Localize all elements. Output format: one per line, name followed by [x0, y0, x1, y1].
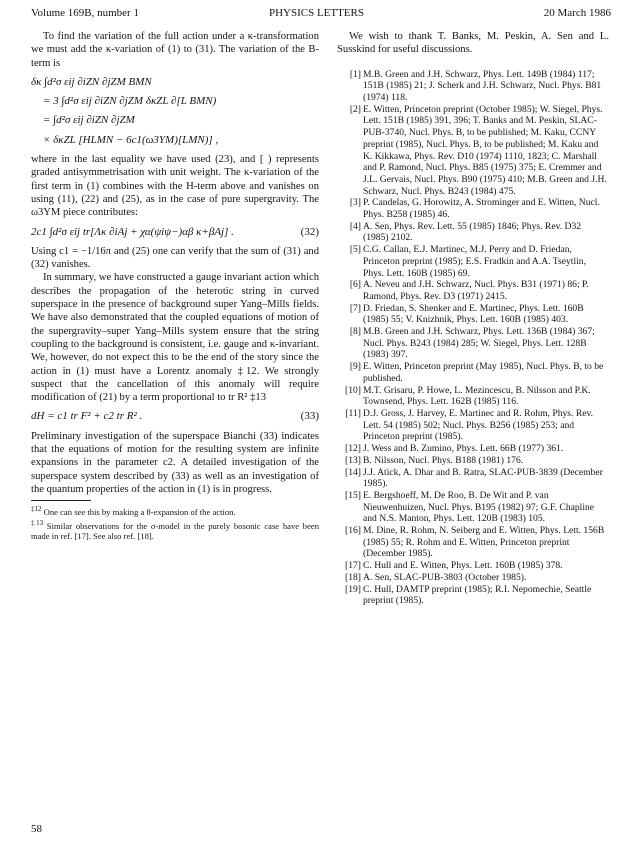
paragraph-kappa-variation: To find the variation of the full action under a κ-transformation we must add the κ-variation of (1) to (31). The variation of the B-term is: [31, 31, 319, 69]
reference-text: P. Candelas, G. Horowitz, A. Strominger and E. Witten, Nucl. Phys. B258 (1985) 46.: [363, 197, 600, 221]
reference-number: [19]: [345, 583, 361, 595]
reference-number: [6]: [349, 279, 361, 291]
equation-b-term: δκ ∫d²σ εij ∂iZN ∂jZM BMN: [31, 75, 152, 88]
reference-text: E. Witten, Princeton preprint (May 1985), Nucl. Phys. B, to be published.: [363, 361, 604, 384]
reference-item: [337, 572, 609, 584]
reference-item: [337, 197, 609, 220]
reference-text: A. Sen, SLAC-PUB-3803 (October 1985).: [363, 571, 527, 583]
reference-item: [337, 361, 609, 384]
page-number: 58: [31, 823, 42, 835]
reference-number: [10]: [345, 384, 361, 396]
right-column: [337, 30, 609, 607]
acknowledgements: We wish to thank T. Banks, M. Peskin, A. Sen and L. Susskind for useful discussions.: [337, 31, 609, 56]
paragraph-summary: In summary, we have constructed a gauge invariant action which describes the propagation of the heterotic string in curved superspace in the presence of background super Yang–Mills fields. We have also demonstrated that the coupled equations of motion of the supergravity–super Yang–Mills system ensure that the string coupling to the background is consistent, i.e. gauge and κ-invariant. We, however, do not expect this to be the end of the story since the action in (1) must have a Lorentz anomaly ‡12. We strongly suspect that the cancellation of this anomaly will require modification of (21) by a term proportional to tr R² ‡13: [31, 272, 319, 404]
equation-32-body: 2c1 ∫d²σ εij tr[Λκ ∂iAj + χα(ψiψ−)αβ κ+βAj] .: [31, 225, 234, 238]
footnote-12-text: One can see this by making a θ-expansion of the action.: [43, 507, 236, 518]
equation-32: [31, 226, 319, 239]
reference-number: [12]: [345, 443, 361, 455]
reference-item: [337, 408, 609, 443]
reference-item: [337, 326, 609, 361]
journal-name: PHYSICS LETTERS: [268, 7, 365, 19]
reference-text: C. Hull and E. Witten, Phys. Lett. 160B (1985) 378.: [363, 560, 563, 572]
equation-b-term-step2: = ∫d²σ εij ∂iZN ∂jZM: [43, 114, 135, 127]
reference-text: C. Hull, DAMTP preprint (1985); R.I. Nepomechie, Seattle preprint (1985).: [363, 583, 592, 607]
reference-text: D.J. Gross, J. Harvey, E. Martinec and R. Rohm, Phys. Rev. Lett. 54 (1985) 502; Nucl. Phys. B256 (1985) 253; and Princeton preprint (1985).: [363, 407, 594, 443]
reference-item: [337, 455, 609, 467]
equation-33-number: (33): [300, 410, 319, 423]
reference-text: D. Friedan, S. Shenker and E. Martinec, Phys. Lett. 160B (1985) 55; V. Knizhnik, Phys. Lett. 160B (1985) 403.: [363, 302, 584, 326]
paragraph-bianchi: Preliminary investigation of the superspace Bianchi (33) indicates that the equations of motion for the resulting system are infinite expansions in the parameter c2. A detailed investigation of the superspace system described by (33) as well as an investigation of the quantum properties of the action in (1) is in progress.: [31, 430, 319, 495]
reference-text: J. Wess and B. Zumino, Phys. Lett. 66B (1977) 361.: [363, 443, 564, 455]
footnote-12: [31, 504, 319, 517]
reference-item: [337, 69, 609, 104]
reference-item: [337, 525, 609, 560]
reference-item: [337, 490, 609, 525]
reference-list: [337, 69, 609, 607]
equation-b-term-step1: = 3 ∫d²σ εij ∂iZN ∂jZM δκZL ∂[L BMN): [43, 95, 217, 108]
reference-number: [3]: [349, 197, 361, 209]
reference-item: [337, 244, 609, 279]
reference-number: [2]: [349, 103, 361, 115]
equation-b-term-step3: × δκZL [HLMN − 6c1(ω3YM)[LMN)] ,: [43, 133, 219, 146]
reference-number: [1]: [349, 68, 361, 80]
reference-number: [15]: [345, 489, 361, 501]
reference-text: A. Sen, Phys. Rev. Lett. 55 (1985) 1846; Phys. Rev. D32 (1985) 2102.: [363, 220, 582, 244]
reference-number: [4]: [349, 220, 361, 232]
reference-number: [16]: [345, 525, 361, 537]
reference-number: [8]: [349, 326, 361, 338]
equation-33: [31, 410, 319, 423]
reference-item: [337, 443, 609, 455]
issue-date: 20 March 1986: [543, 7, 611, 19]
reference-number: [14]: [345, 466, 361, 478]
reference-number: [17]: [345, 560, 361, 572]
footnote-divider: [31, 500, 91, 501]
reference-number: [18]: [345, 571, 361, 583]
footnote-13-mark: ‡13: [31, 518, 44, 527]
reference-text: E. Witten, Princeton preprint (October 1985); W. Siegel, Phys. Lett. 151B (1985) 391, 396; T. Banks and M. Peskin, SLAC-PUB-3740, Nucl. Phys. B, to be published; M. Kaku, CCNY preprint (1985), Nucl. Phys. B, to be published; M. Kaku and K. Kikkawa, Phys. Rev. D10 (1974) 1110, 1823; C. Marshall and P. Ramond, Nucl. Phys. B85 (1975) 375; E. Cremmer and J.L. Gervais, Nucl. Phys. B90 (1975) 410; M.B. Green and J.H. Schwarz, Nucl. Phys. B243 (1984) 475.: [363, 103, 607, 197]
reference-number: [11]: [345, 407, 361, 419]
equation-32-number: (32): [300, 225, 319, 238]
reference-item: [337, 560, 609, 572]
reference-item: [337, 584, 609, 607]
footnote-13: [31, 518, 319, 542]
reference-item: [337, 104, 609, 198]
reference-text: E. Bergshoeff, M. De Roo, B. De Wit and P. van Nieuwenhuizen, Nucl. Phys. B195 (1982) 97; G.F. Chapline and N.S. Manton, Phys. Lett. 120B (1983) 105.: [363, 489, 595, 525]
reference-text: M.B. Green and J.H. Schwarz, Phys. Lett. 136B (1984) 367; Nucl. Phys. B243 (1984) 285; W. Siegel, Phys. Lett. 128B (1983) 397.: [363, 326, 595, 361]
reference-text: J.J. Atick, A. Dhar and B. Ratra, SLAC-PUB-3839 (December 1985).: [363, 466, 603, 490]
paragraph-graded-antisymmetrisation: where in the last equality we have used (23), and [ ) represents graded antisymmetrisation with unit weight. The κ-variation of the first term in (1) combines with the H-term above and vanishes on using (11), (22) and (25), as in the case of pure supergravity. The ω3YM piece contributes:: [31, 154, 319, 219]
reference-text: B. Nilsson, Nucl. Phys. B188 (1981) 176.: [363, 454, 524, 466]
left-column: [31, 30, 319, 541]
reference-item: [337, 385, 609, 408]
reference-number: [5]: [349, 244, 361, 256]
reference-number: [9]: [349, 361, 361, 373]
footnote-12-mark: ‡12: [31, 505, 42, 514]
paragraph-verify-sum: Using c1 = −1/16π and (25) one can verify that the sum of (31) and (32) vanishes.: [31, 245, 319, 271]
reference-item: [337, 467, 609, 490]
reference-number: [7]: [349, 302, 361, 314]
reference-number: [13]: [345, 454, 361, 466]
reference-text: M.B. Green and J.H. Schwarz, Phys. Lett. 149B (1984) 117; 151B (1985) 21; J. Scherk and J.H. Schwarz, Nucl. Phys. B81 (1974) 118.: [363, 68, 602, 103]
reference-text: C.G. Callan, E.J. Martinec, M.J. Perry and D. Friedan, Princeton preprint (1985); E.S. Fradkin and A.A. Tseytlin, Phys. Lett. 160B (1985) 69.: [363, 244, 586, 279]
reference-item: [337, 279, 609, 302]
reference-text: A. Neveu and J.H. Schwarz, Nucl. Phys. B31 (1971) 86; P. Ramond, Phys. Rev. D3 (1971) 2415.: [363, 279, 589, 302]
equation-33-body: dH = c1 tr F² + c2 tr R² .: [31, 410, 143, 423]
reference-text: M. Dine, R. Rohm, N. Seiberg and E. Witten, Phys. Lett. 156B (1985) 55; R. Rohm and E. Witten, Princeton preprint (December 1985).: [363, 525, 605, 560]
volume-label: Volume 169B, number 1: [31, 7, 139, 19]
reference-item: [337, 221, 609, 244]
reference-text: M.T. Grisaru, P. Howe, L. Mezincescu, B. Nilsson and P.K. Townsend, Phys. Lett. 162B (1985) 116.: [363, 384, 591, 408]
reference-item: [337, 303, 609, 326]
footnote-13-text: Similar observations for the σ-model in the purely bosonic case have been made in ref. [17]. See also ref. [18].: [31, 520, 319, 541]
